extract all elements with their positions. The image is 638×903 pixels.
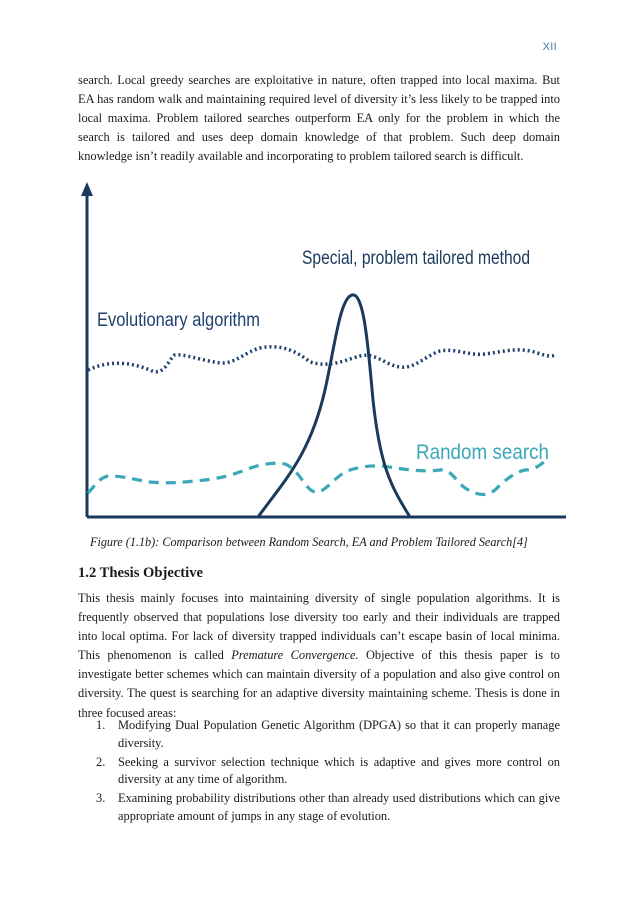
section-paragraph (78, 589, 560, 723)
list-item-text: Seeking a survivor selection technique which is adaptive and gives more control on diversity at any time of algorithm. (118, 754, 560, 787)
list-item (96, 790, 560, 825)
comparison-figure (70, 180, 570, 525)
figure-caption: Figure (1.1b): Comparison between Random Search, EA and Problem Tailored Search[4] (90, 535, 528, 549)
list-item (96, 717, 560, 752)
intro-paragraph: search. Local greedy searches are exploitative in nature, often trapped into local maxima. But EA has random walk and maintaining required level of diversity it’s less likely to be trapped into local maxima. Problem tailored searches outperform EA only for the problem in which the search is tailored and uses deep domain knowledge of that problem. Such deep domain knowledge isn’t readily available and incorporating to problem tailored search is difficult. (78, 73, 560, 164)
paragraph-text-before: This thesis mainly focuses into maintaining diversity of single population algorithms. It is frequently observed that populations lose diversity too early and their individuals are trapped into local optima. For lack of diversity trapped individuals can’t escape basin of local minima. This phenomenon is called (78, 591, 560, 663)
evolutionary-algorithm-label: Evolutionary algorithm (97, 310, 260, 331)
special-method-curve (258, 295, 410, 517)
list-item-number: 1. (96, 718, 106, 732)
list-item-number: 2. (96, 754, 106, 769)
objectives-list (96, 717, 560, 827)
list-item-text: Examining probability distributions other than already used distributions which can give appropriate amount of jumps in any stage of evolution. (118, 791, 560, 823)
premature-convergence-term: Premature Convergence. (231, 648, 359, 663)
y-axis-arrowhead (81, 182, 93, 196)
section-heading: 1.2 Thesis Objective (78, 565, 203, 581)
list-item-text: Modifying Dual Population Genetic Algorithm (DPGA) so that it can properly manage diversity. (118, 718, 560, 750)
page-number: XII (542, 41, 557, 53)
paragraph-text-after: Objective of this thesis paper is to investigate better schemes which can maintain diversity of a population and also give control on diversity. The quest is searching for an adaptive diversity maintaining scheme. Thesis is done in three focused areas: (78, 648, 560, 720)
list-item (96, 754, 560, 789)
random-search-label: Random search (416, 441, 549, 464)
special-method-label: Special, problem tailored method (302, 248, 530, 269)
evolutionary-algorithm-curve (88, 347, 555, 372)
list-item-number: 3. (96, 791, 106, 806)
